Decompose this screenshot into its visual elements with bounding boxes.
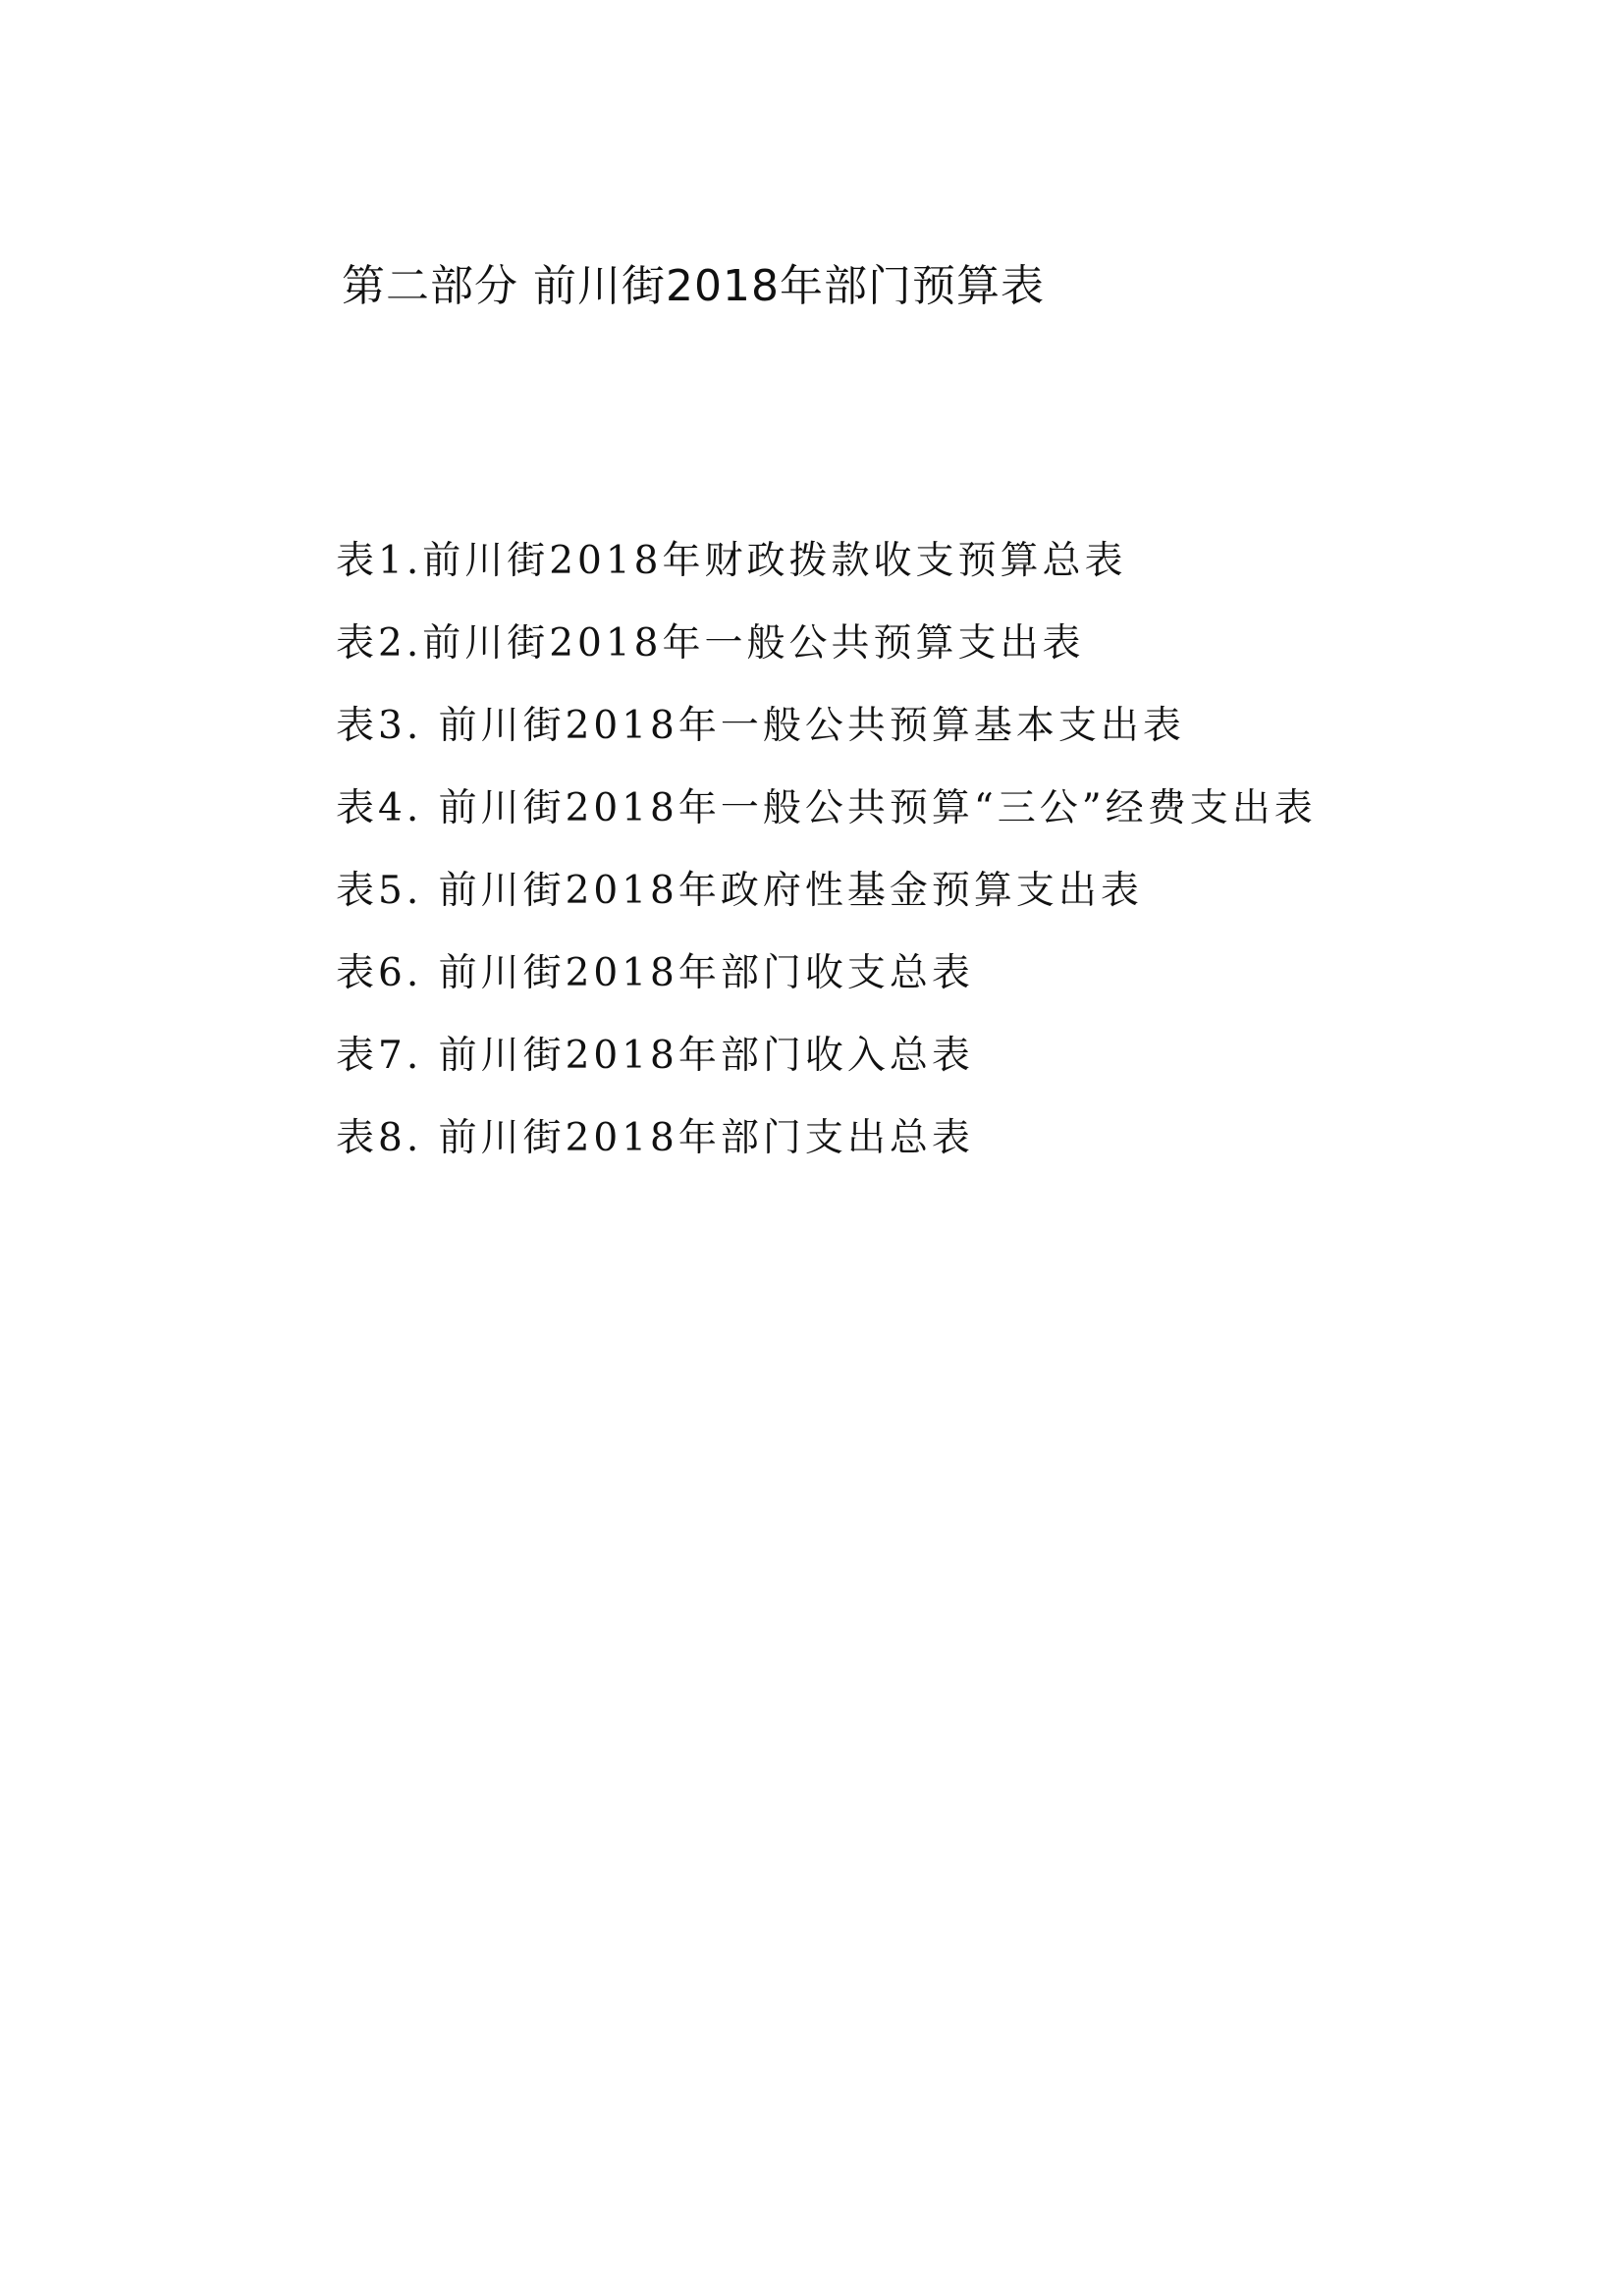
toc-item-table-3: 表3. 前川街2018年一般公共预算基本支出表 [336, 704, 1185, 748]
toc-item-table-6: 表6. 前川街2018年部门收支总表 [336, 951, 974, 995]
toc-item-table-1: 表1.前川街2018年财政拨款收支预算总表 [336, 539, 1127, 583]
toc-item-table-2: 表2.前川街2018年一般公共预算支出表 [336, 621, 1085, 666]
section-title: 第二部分 前川街2018年部门预算表 [342, 261, 1045, 311]
table-of-contents [336, 520, 1317, 1180]
toc-item-table-7: 表7. 前川街2018年部门收入总表 [336, 1034, 974, 1078]
toc-item-table-5: 表5. 前川街2018年政府性基金预算支出表 [336, 869, 1143, 913]
toc-item-table-4: 表4. 前川街2018年一般公共预算“三公”经费支出表 [336, 786, 1317, 830]
toc-item-table-8: 表8. 前川街2018年部门支出总表 [336, 1116, 974, 1160]
